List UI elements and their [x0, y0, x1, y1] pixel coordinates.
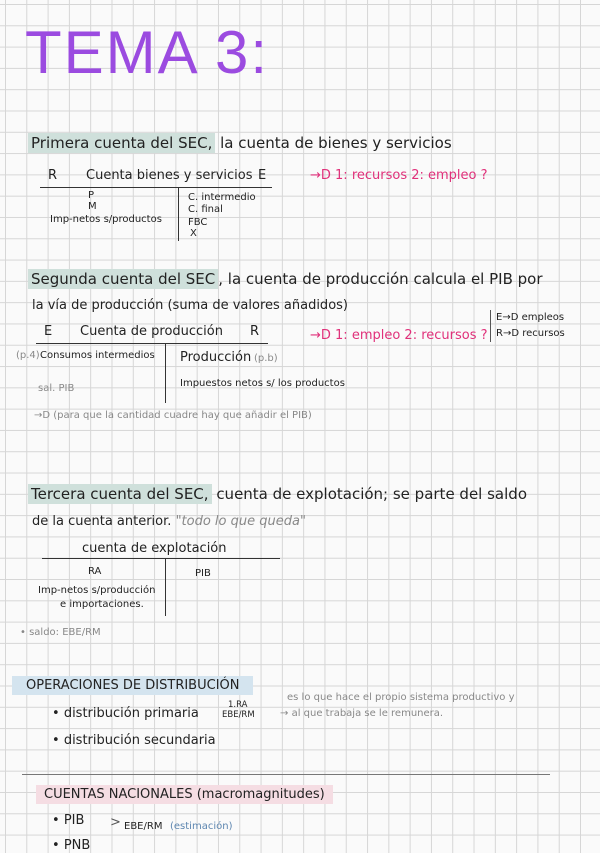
section3-quote: "todo lo que queda" — [175, 514, 306, 529]
t2-note: →D 1: empleo 2: recursos ? — [310, 328, 488, 343]
bullet-item: • distribución primaria — [52, 706, 199, 721]
t1-right-item: C. intermedio — [188, 192, 256, 203]
t2-vline — [165, 343, 166, 403]
t2-saldo: sal. PIB — [38, 383, 75, 394]
t1-left-item: M — [88, 201, 97, 212]
section4-note-line: es lo que hace el propio sistema productivo y — [287, 692, 515, 703]
t3-title: cuenta de explotación — [82, 541, 227, 556]
t1-left-label: R — [48, 168, 58, 183]
t2-footnote: →D (para que la cantidad cuadre hay que añadir el PIB) — [34, 410, 312, 421]
t3-vline — [165, 558, 166, 616]
section3-heading-highlight: Tercera cuenta del SEC, — [28, 484, 212, 504]
section1-heading-rest: la cuenta de bienes y servicios — [215, 134, 452, 152]
t1-title: Cuenta bienes y servicios — [86, 168, 253, 183]
bullet-text: distribución secundaria — [63, 733, 216, 748]
brace-icon: > — [110, 815, 121, 830]
legend-box — [490, 310, 565, 342]
legend-line: R→D recursos — [496, 328, 565, 339]
t1-right-item: C. final — [188, 204, 223, 215]
t3-left-item: e importaciones. — [60, 599, 144, 610]
section1-heading-highlight: Primera cuenta del SEC, — [28, 133, 215, 153]
bullet-item: • distribución secundaria — [52, 733, 216, 748]
section2-heading — [28, 270, 543, 288]
section1-heading — [28, 134, 452, 152]
t2-title: Cuenta de producción — [80, 324, 223, 339]
t1-hline — [40, 187, 272, 188]
t2-left-item: Consumos intermedios — [40, 350, 155, 361]
page-title: TEMA 3: — [25, 19, 270, 86]
t1-left-item: Imp-netos s/productos — [50, 214, 162, 225]
t3-left-item: RA — [88, 566, 102, 577]
t3-hline — [42, 558, 280, 559]
section4-note-line: → al que trabaja se le remunera. — [280, 708, 444, 719]
t2-right-item2: Impuestos netos s/ los productos — [180, 378, 345, 389]
t1-left-item: P — [88, 190, 95, 201]
section2-heading-line2: la vía de producción (suma de valores añadidos) — [32, 298, 348, 313]
t2-hline — [36, 343, 268, 344]
section4-heading-text: OPERACIONES DE DISTRIBUCIÓN — [12, 676, 253, 695]
list-item-text: PIB — [63, 813, 85, 828]
t1-right-label: E — [258, 168, 267, 183]
t3-right-item: PIB — [195, 568, 211, 579]
bullet-sub: 1.RA — [228, 700, 248, 710]
t2-right-item: Producción — [180, 350, 252, 365]
estimation-note: (estimación) — [170, 821, 233, 832]
section5-heading-text: CUENTAS NACIONALES (macromagnitudes) — [36, 785, 333, 804]
t3-saldo: • saldo: EBE/RM — [20, 627, 101, 638]
section3-heading-line2-text: de la cuenta anterior. — [32, 514, 172, 529]
section2-heading-highlight: Segunda cuenta del SEC — [28, 269, 218, 289]
section4-heading — [12, 678, 253, 693]
bullet-text: distribución primaria — [63, 706, 199, 721]
t1-vline — [178, 187, 179, 241]
section5-heading — [36, 787, 333, 802]
t2-left-prefix: (p.4) — [16, 350, 40, 361]
t1-right-item: FBC — [188, 217, 208, 228]
list-item: • PNB — [52, 838, 91, 853]
t1-note: →D 1: recursos 2: empleo ? — [310, 168, 488, 183]
arrow-text: EBE/RM — [124, 821, 163, 832]
divider — [22, 774, 550, 775]
legend-line: E→D empleos — [496, 312, 565, 323]
section3-heading-line2 — [32, 514, 306, 529]
t1-right-item: X — [190, 228, 197, 239]
section3-heading-rest: cuenta de explotación; se parte del saldo — [211, 485, 527, 503]
list-item: • PIB — [52, 813, 85, 828]
section4-note-text: al que trabaja se le remunera. — [291, 708, 444, 719]
t3-left-item: Imp-netos s/producción — [38, 585, 156, 596]
bullet-sub: EBE/RM — [222, 710, 255, 720]
section3-heading — [28, 485, 527, 503]
section2-heading-rest: , la cuenta de producción calcula el PIB por — [218, 270, 543, 288]
t2-right-ref: (p.b) — [254, 353, 278, 364]
list-item-text: PNB — [63, 838, 91, 853]
t2-left-label: E — [44, 324, 53, 339]
t2-right-label: R — [250, 324, 260, 339]
